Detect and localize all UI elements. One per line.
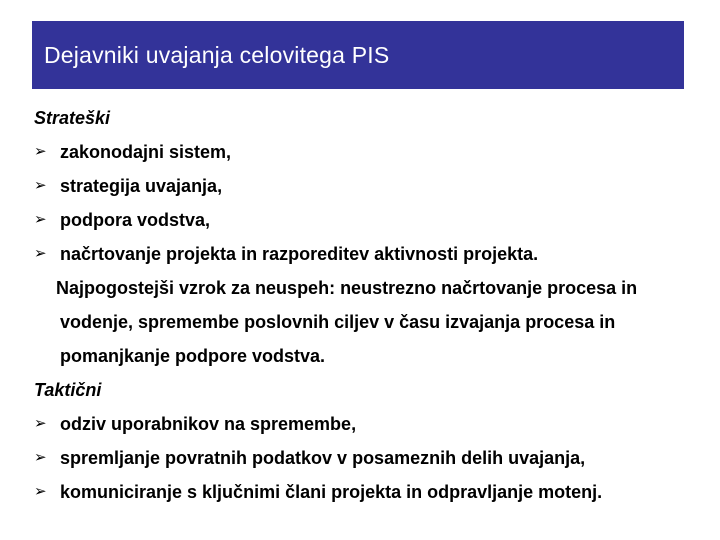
note-line: Najpogostejši vzrok za neuspeh: neustrezno načrtovanje procesa in <box>56 278 638 298</box>
arrow-bullet-icon: ➢ <box>34 415 47 432</box>
list-item <box>34 169 714 203</box>
section-heading-strateski: Strateški <box>34 108 111 128</box>
slide-title: Dejavniki uvajanja celovitega PIS <box>44 41 390 68</box>
note-paragraph <box>34 271 714 373</box>
list-item-text: načrtovanje projekta in razporeditev aktivnosti projekta. <box>60 244 539 264</box>
list-item-text: komuniciranje s ključnimi člani projekta in odpravljanje motenj. <box>60 482 603 502</box>
list-item-text: spremljanje povratnih podatkov v posameznih delih uvajanja, <box>60 448 586 468</box>
arrow-bullet-icon: ➢ <box>34 177 47 194</box>
list-item <box>34 441 714 475</box>
slide-content <box>34 101 714 509</box>
list-item-text: zakonodajni sistem, <box>60 142 232 162</box>
list-item-text: odziv uporabnikov na spremembe, <box>60 414 357 434</box>
list-item-text: podpora vodstva, <box>60 210 211 230</box>
note-line: vodenje, spremembe poslovnih ciljev v času izvajanja procesa in <box>60 312 616 332</box>
list-item <box>34 203 714 237</box>
title-bar <box>32 21 684 89</box>
list-item <box>34 475 714 509</box>
arrow-bullet-icon: ➢ <box>34 245 47 262</box>
arrow-bullet-icon: ➢ <box>34 483 47 500</box>
list-item <box>34 135 714 169</box>
list-item <box>34 237 714 271</box>
note-line: pomanjkanje podpore vodstva. <box>60 346 326 366</box>
arrow-bullet-icon: ➢ <box>34 449 47 466</box>
arrow-bullet-icon: ➢ <box>34 211 47 228</box>
list-item <box>34 407 714 441</box>
arrow-bullet-icon: ➢ <box>34 143 47 160</box>
list-item-text: strategija uvajanja, <box>60 176 223 196</box>
section-heading-takticni: Taktični <box>34 380 102 400</box>
